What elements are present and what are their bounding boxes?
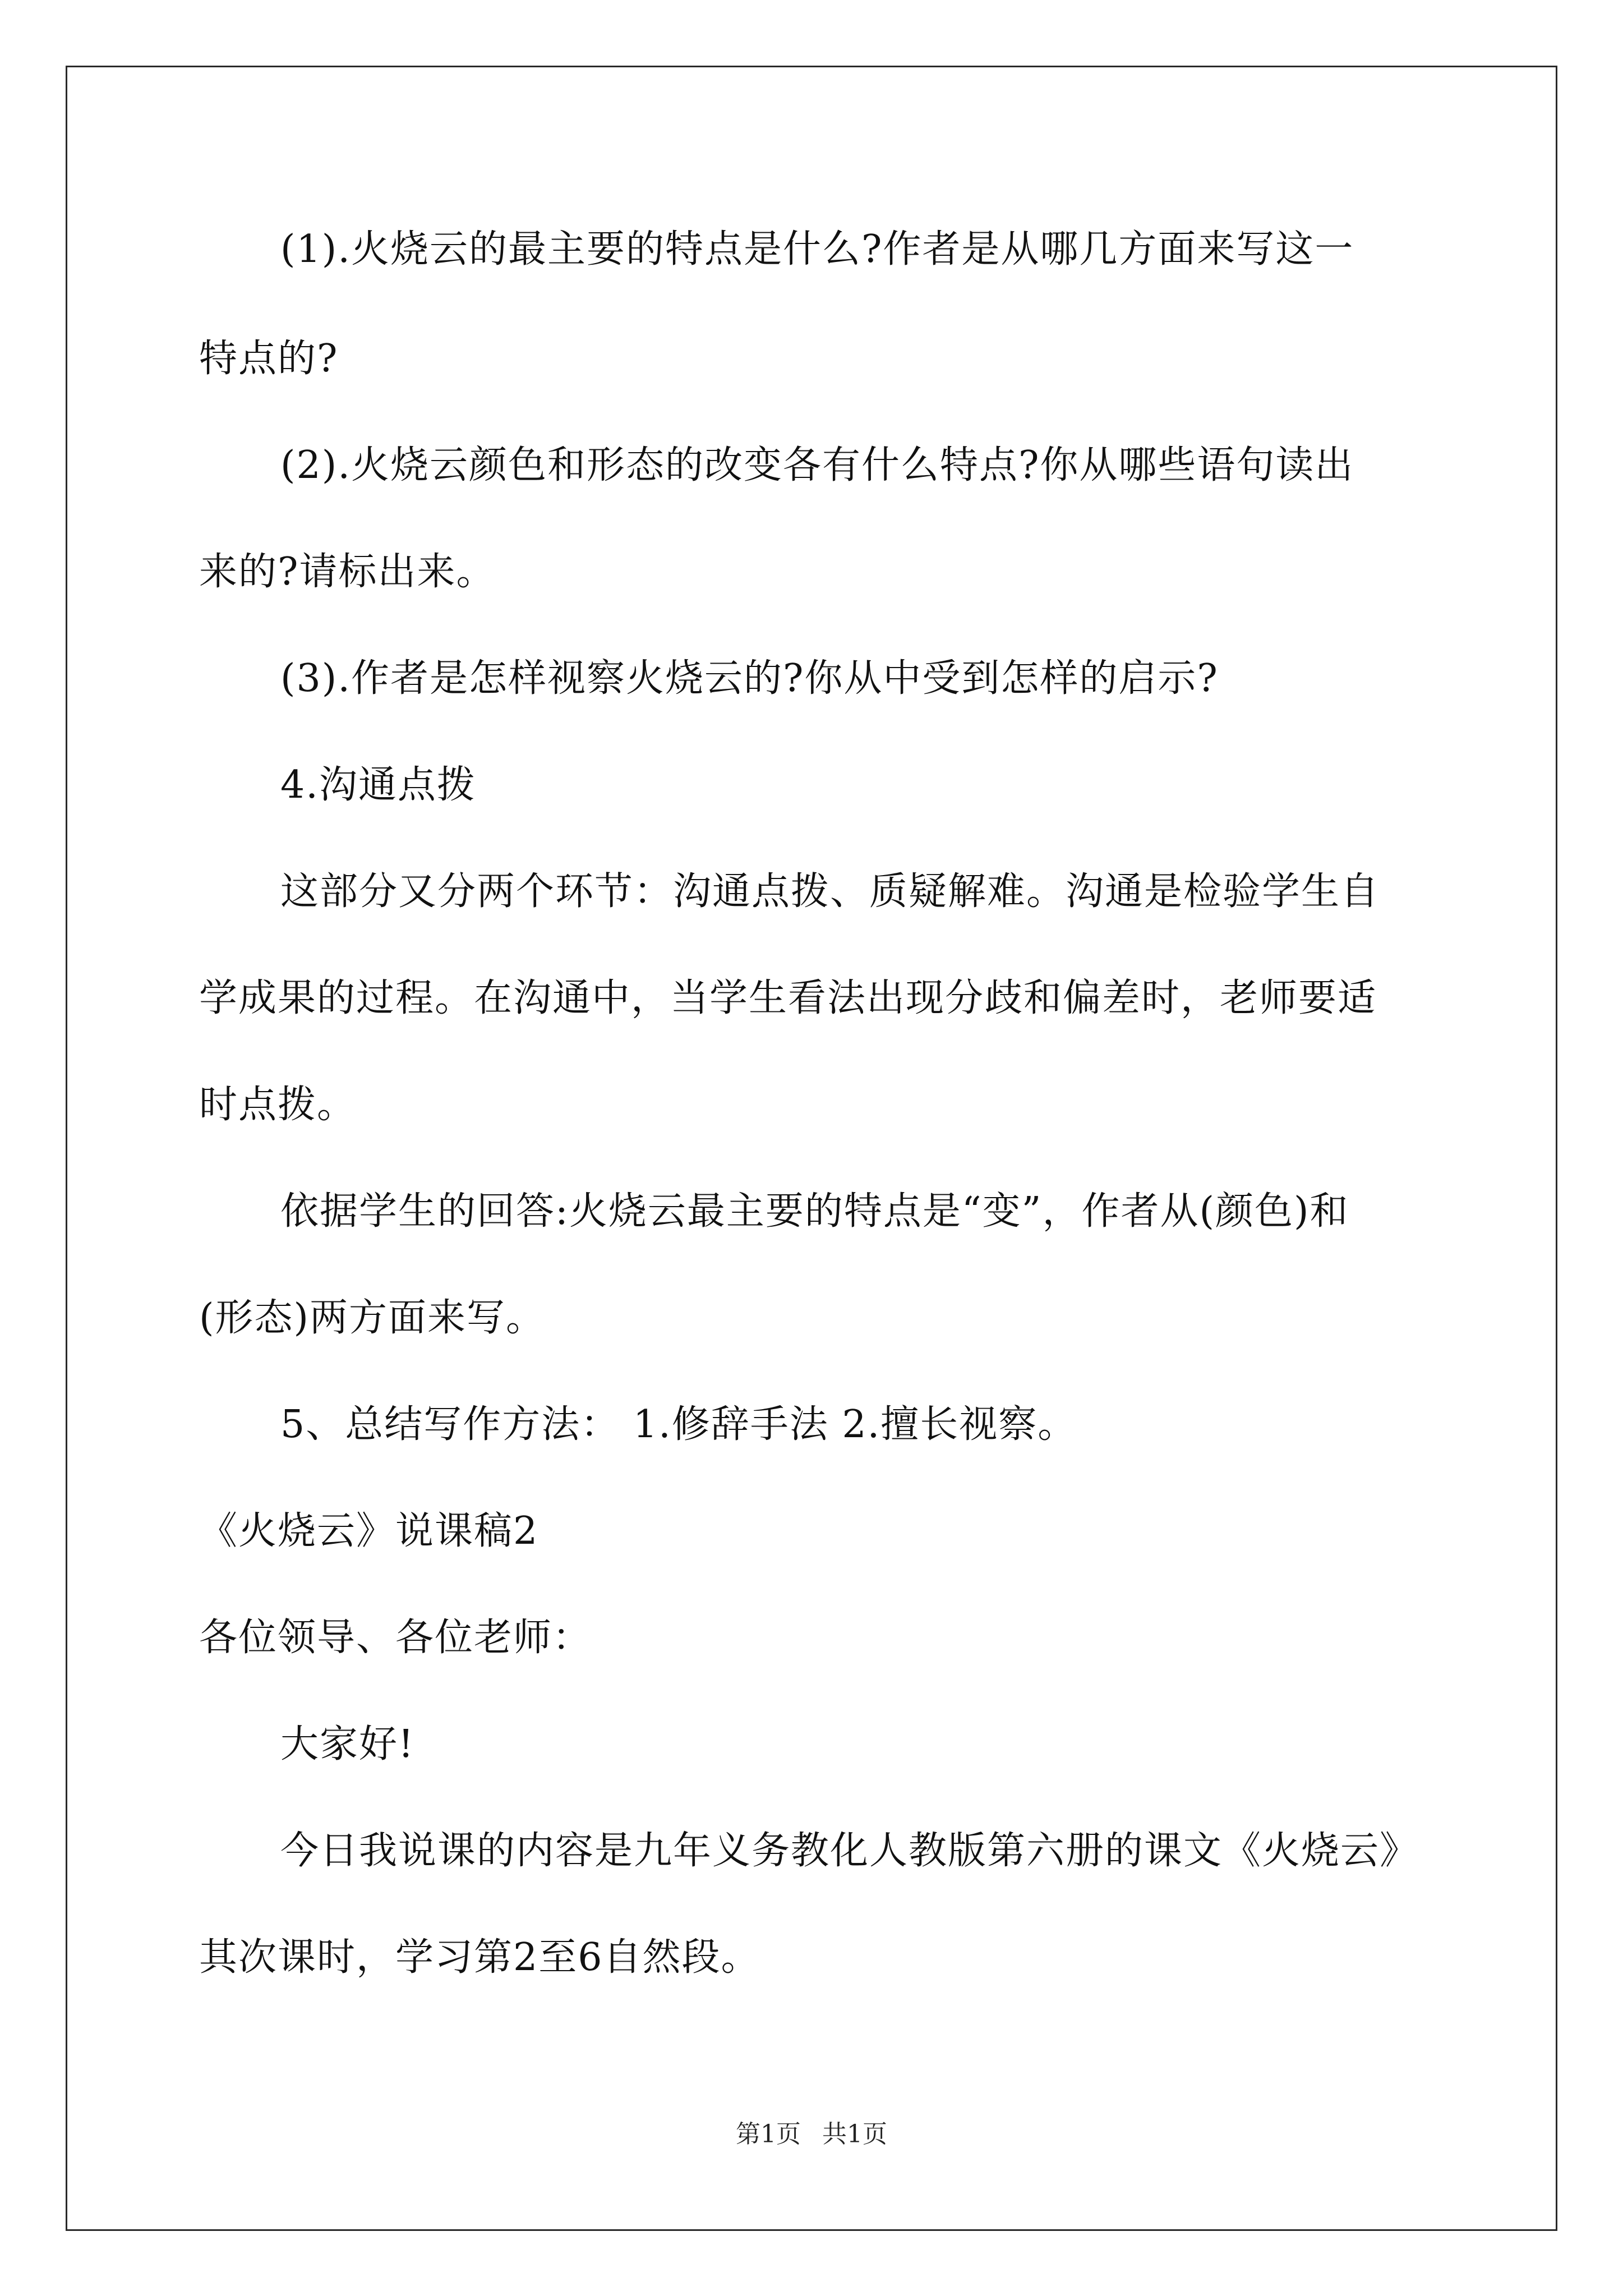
salutation: 各位领导、各位老师： <box>199 1616 592 1660</box>
question-1-line-1: (1).火烧云的最主要的特点是什么?作者是从哪几方面来写这一 <box>280 227 1354 272</box>
question-1-line-2: 特点的? <box>199 337 339 381</box>
paragraph-line: 时点拨。 <box>199 1083 357 1127</box>
paragraph-line: 这部分又分两个环节：沟通点拨、质疑解难。沟通是检验学生自 <box>280 869 1380 914</box>
section-heading-4: 4.沟通点拨 <box>280 763 476 807</box>
section-heading-5: 5、总结写作方法： 1.修辞手法 2.擅长视察。 <box>280 1402 1077 1447</box>
greeting: 大家好! <box>280 1722 415 1766</box>
page-total: 共1页 <box>822 2120 887 2148</box>
question-2-line-2: 来的?请标出来。 <box>199 550 496 594</box>
paragraph-line: (形态)两方面来写。 <box>199 1296 546 1340</box>
page-number: 第1页 <box>736 2120 801 2148</box>
question-2-line-1: (2).火烧云颜色和形态的改变各有什么特点?你从哪些语句读出 <box>280 443 1354 487</box>
paragraph-line: 今日我说课的内容是九年义务教化人教版第六册的课文《火烧云》 <box>280 1829 1419 1873</box>
question-3: (3).作者是怎样视察火烧云的?你从中受到怎样的启示? <box>280 656 1219 701</box>
paragraph-line: 学成果的过程。在沟通中，当学生看法出现分歧和偏差时，老师要适 <box>199 976 1377 1020</box>
paragraph-line: 其次课时，学习第2至6自然段。 <box>199 1935 760 1980</box>
page-footer <box>0 2120 1623 2148</box>
paragraph-line: 依据学生的回答:火烧云最主要的特点是“变”，作者从(颜色)和 <box>280 1189 1349 1234</box>
document-title: 《火烧云》说课稿2 <box>199 1509 539 1553</box>
page-border <box>66 66 1557 2231</box>
